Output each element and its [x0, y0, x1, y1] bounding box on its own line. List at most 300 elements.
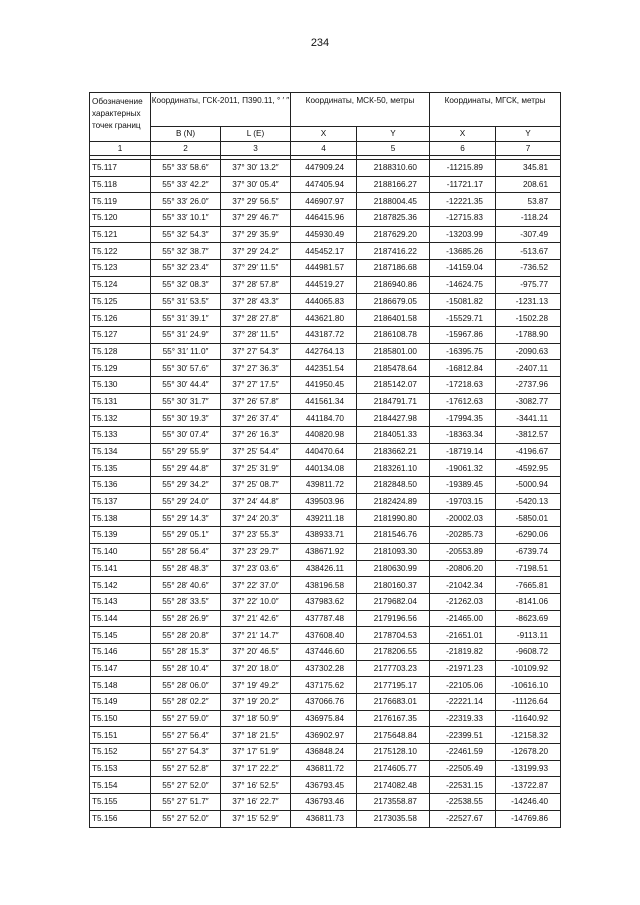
mgsk-x-cell: -15081.82	[430, 293, 496, 310]
msk-x-cell: 446415.96	[291, 210, 357, 227]
mgsk-y-cell: -13722.87	[496, 777, 561, 794]
table-row	[90, 643, 561, 660]
mgsk-x-cell: -21971.23	[430, 660, 496, 677]
latitude-cell: 55° 31′ 24.9″	[151, 326, 221, 343]
mgsk-x-cell: -18363.34	[430, 427, 496, 444]
msk-x-cell: 445930.49	[291, 226, 357, 243]
longitude-cell: 37° 16′ 22.7″	[221, 794, 291, 811]
table-row	[90, 610, 561, 627]
longitude-cell: 37° 30′ 13.2″	[221, 160, 291, 177]
latitude-cell: 55° 31′ 53.5″	[151, 293, 221, 310]
table-row	[90, 527, 561, 544]
header-sub-mgsk-y: Y	[496, 127, 561, 142]
latitude-cell: 55° 29′ 44.8″	[151, 460, 221, 477]
mgsk-x-cell: -13685.26	[430, 243, 496, 260]
msk-x-cell: 436811.72	[291, 760, 357, 777]
mgsk-y-cell: -10616.10	[496, 677, 561, 694]
point-id-cell: Т5.136	[90, 477, 151, 494]
mgsk-y-cell: 345.81	[496, 160, 561, 177]
point-id-cell: Т5.140	[90, 543, 151, 560]
mgsk-y-cell: -975.77	[496, 276, 561, 293]
latitude-cell: 55° 28′ 33.5″	[151, 593, 221, 610]
point-id-cell: Т5.130	[90, 376, 151, 393]
table-row	[90, 560, 561, 577]
longitude-cell: 37° 21′ 42.6″	[221, 610, 291, 627]
longitude-cell: 37° 28′ 11.5″	[221, 326, 291, 343]
mgsk-x-cell: -15529.71	[430, 310, 496, 327]
msk-y-cell: 2176167.35	[357, 710, 430, 727]
msk-x-cell: 440134.08	[291, 460, 357, 477]
mgsk-y-cell: -12158.32	[496, 727, 561, 744]
msk-y-cell: 2187186.68	[357, 260, 430, 277]
longitude-cell: 37° 29′ 46.7″	[221, 210, 291, 227]
mgsk-x-cell: -20002.03	[430, 510, 496, 527]
longitude-cell: 37° 16′ 52.5″	[221, 777, 291, 794]
mgsk-x-cell: -20285.73	[430, 527, 496, 544]
mgsk-x-cell: -20553.89	[430, 543, 496, 560]
longitude-cell: 37° 21′ 14.7″	[221, 627, 291, 644]
msk-y-cell: 2187825.36	[357, 210, 430, 227]
mgsk-y-cell: -7198.51	[496, 560, 561, 577]
msk-x-cell: 438933.71	[291, 527, 357, 544]
table-row	[90, 510, 561, 527]
msk-y-cell: 2178704.53	[357, 627, 430, 644]
mgsk-x-cell: -21651.01	[430, 627, 496, 644]
msk-x-cell: 444065.83	[291, 293, 357, 310]
latitude-cell: 55° 27′ 56.4″	[151, 727, 221, 744]
header-column-number: 2	[151, 142, 221, 156]
latitude-cell: 55° 31′ 11.0″	[151, 343, 221, 360]
msk-x-cell: 437446.60	[291, 643, 357, 660]
mgsk-x-cell: -21819.82	[430, 643, 496, 660]
mgsk-x-cell: -11215.89	[430, 160, 496, 177]
point-id-cell: Т5.152	[90, 744, 151, 761]
table-row	[90, 810, 561, 827]
point-id-cell: Т5.117	[90, 160, 151, 177]
mgsk-x-cell: -22319.33	[430, 710, 496, 727]
mgsk-y-cell: -736.52	[496, 260, 561, 277]
header-sub-l: L (E)	[221, 127, 291, 142]
table-row	[90, 260, 561, 277]
mgsk-y-cell: -11640.92	[496, 710, 561, 727]
table-row	[90, 210, 561, 227]
mgsk-y-cell: -1502.28	[496, 310, 561, 327]
longitude-cell: 37° 29′ 35.9″	[221, 226, 291, 243]
mgsk-x-cell: -19061.32	[430, 460, 496, 477]
mgsk-y-cell: -3812.57	[496, 427, 561, 444]
table-row	[90, 393, 561, 410]
msk-y-cell: 2187416.22	[357, 243, 430, 260]
mgsk-x-cell: -21465.00	[430, 610, 496, 627]
msk-y-cell: 2173558.87	[357, 794, 430, 811]
msk-y-cell: 2179196.56	[357, 610, 430, 627]
table-row	[90, 694, 561, 711]
mgsk-y-cell: -3441.11	[496, 410, 561, 427]
longitude-cell: 37° 22′ 10.0″	[221, 593, 291, 610]
point-id-cell: Т5.142	[90, 577, 151, 594]
mgsk-y-cell: -1788.90	[496, 326, 561, 343]
msk-x-cell: 443187.72	[291, 326, 357, 343]
longitude-cell: 37° 17′ 51.9″	[221, 744, 291, 761]
point-id-cell: Т5.123	[90, 260, 151, 277]
longitude-cell: 37° 29′ 24.2″	[221, 243, 291, 260]
mgsk-x-cell: -22527.67	[430, 810, 496, 827]
mgsk-y-cell: -2407.11	[496, 360, 561, 377]
point-id-cell: Т5.122	[90, 243, 151, 260]
mgsk-y-cell: -11126.64	[496, 694, 561, 711]
table-row	[90, 460, 561, 477]
mgsk-y-cell: -3082.77	[496, 393, 561, 410]
mgsk-y-cell: -8623.69	[496, 610, 561, 627]
latitude-cell: 55° 28′ 26.9″	[151, 610, 221, 627]
mgsk-y-cell: -12678.20	[496, 744, 561, 761]
mgsk-x-cell: -15967.86	[430, 326, 496, 343]
mgsk-x-cell: -12715.83	[430, 210, 496, 227]
point-id-cell: Т5.118	[90, 176, 151, 193]
mgsk-x-cell: -22461.59	[430, 744, 496, 761]
msk-x-cell: 438671.92	[291, 543, 357, 560]
msk-y-cell: 2188166.27	[357, 176, 430, 193]
mgsk-x-cell: -22221.14	[430, 694, 496, 711]
longitude-cell: 37° 17′ 22.2″	[221, 760, 291, 777]
point-id-cell: Т5.120	[90, 210, 151, 227]
latitude-cell: 55° 33′ 58.6″	[151, 160, 221, 177]
latitude-cell: 55° 28′ 10.4″	[151, 660, 221, 677]
longitude-cell: 37° 18′ 21.5″	[221, 727, 291, 744]
latitude-cell: 55° 28′ 40.6″	[151, 577, 221, 594]
msk-x-cell: 439503.96	[291, 493, 357, 510]
mgsk-x-cell: -17994.35	[430, 410, 496, 427]
mgsk-y-cell: -9113.11	[496, 627, 561, 644]
mgsk-x-cell: -18719.14	[430, 443, 496, 460]
msk-x-cell: 442351.54	[291, 360, 357, 377]
header-column-number: 4	[291, 142, 357, 156]
msk-y-cell: 2184051.33	[357, 427, 430, 444]
longitude-cell: 37° 26′ 57.8″	[221, 393, 291, 410]
table-row	[90, 744, 561, 761]
latitude-cell: 55° 32′ 38.7″	[151, 243, 221, 260]
latitude-cell: 55° 28′ 48.3″	[151, 560, 221, 577]
mgsk-y-cell: 53.87	[496, 193, 561, 210]
msk-x-cell: 442764.13	[291, 343, 357, 360]
header-sub-msk-x: X	[291, 127, 357, 142]
mgsk-y-cell: -513.67	[496, 243, 561, 260]
table-body	[90, 160, 561, 828]
mgsk-x-cell: -22505.49	[430, 760, 496, 777]
mgsk-y-cell: 208.61	[496, 176, 561, 193]
header-column-number: 3	[221, 142, 291, 156]
longitude-cell: 37° 25′ 54.4″	[221, 443, 291, 460]
table-row	[90, 493, 561, 510]
point-id-cell: Т5.119	[90, 193, 151, 210]
table-row	[90, 477, 561, 494]
table-row	[90, 276, 561, 293]
msk-x-cell: 445452.17	[291, 243, 357, 260]
table-row	[90, 193, 561, 210]
msk-x-cell: 436848.24	[291, 744, 357, 761]
point-id-cell: Т5.131	[90, 393, 151, 410]
point-id-cell: Т5.126	[90, 310, 151, 327]
longitude-cell: 37° 28′ 27.8″	[221, 310, 291, 327]
msk-x-cell: 437608.40	[291, 627, 357, 644]
latitude-cell: 55° 28′ 56.4″	[151, 543, 221, 560]
point-id-cell: Т5.129	[90, 360, 151, 377]
point-id-cell: Т5.147	[90, 660, 151, 677]
table-row	[90, 794, 561, 811]
header-sub-b: B (N)	[151, 127, 221, 142]
point-id-cell: Т5.138	[90, 510, 151, 527]
msk-x-cell: 440820.98	[291, 427, 357, 444]
point-id-cell: Т5.145	[90, 627, 151, 644]
latitude-cell: 55° 27′ 52.0″	[151, 777, 221, 794]
msk-x-cell: 436811.73	[291, 810, 357, 827]
latitude-cell: 55° 28′ 15.3″	[151, 643, 221, 660]
mgsk-x-cell: -16395.75	[430, 343, 496, 360]
table-row	[90, 543, 561, 560]
msk-y-cell: 2186679.05	[357, 293, 430, 310]
msk-y-cell: 2174082.48	[357, 777, 430, 794]
mgsk-y-cell: -9608.72	[496, 643, 561, 660]
latitude-cell: 55° 30′ 19.3″	[151, 410, 221, 427]
msk-x-cell: 437175.62	[291, 677, 357, 694]
table-row	[90, 710, 561, 727]
msk-y-cell: 2184427.98	[357, 410, 430, 427]
latitude-cell: 55° 30′ 31.7″	[151, 393, 221, 410]
longitude-cell: 37° 22′ 37.0″	[221, 577, 291, 594]
msk-x-cell: 447909.24	[291, 160, 357, 177]
coordinates-table	[89, 92, 561, 828]
longitude-cell: 37° 20′ 46.5″	[221, 643, 291, 660]
mgsk-y-cell: -6290.06	[496, 527, 561, 544]
latitude-cell: 55° 29′ 24.0″	[151, 493, 221, 510]
table-row	[90, 326, 561, 343]
mgsk-y-cell: -4592.95	[496, 460, 561, 477]
msk-y-cell: 2182848.50	[357, 477, 430, 494]
point-id-cell: Т5.139	[90, 527, 151, 544]
longitude-cell: 37° 26′ 16.3″	[221, 427, 291, 444]
longitude-cell: 37° 27′ 54.3″	[221, 343, 291, 360]
latitude-cell: 55° 31′ 39.1″	[151, 310, 221, 327]
latitude-cell: 55° 28′ 02.2″	[151, 694, 221, 711]
mgsk-y-cell: -7665.81	[496, 577, 561, 594]
msk-y-cell: 2183662.21	[357, 443, 430, 460]
point-id-cell: Т5.134	[90, 443, 151, 460]
msk-y-cell: 2187629.20	[357, 226, 430, 243]
point-id-cell: Т5.153	[90, 760, 151, 777]
mgsk-x-cell: -21262.03	[430, 593, 496, 610]
mgsk-x-cell: -22399.51	[430, 727, 496, 744]
point-id-cell: Т5.128	[90, 343, 151, 360]
header-column-number: 1	[90, 142, 151, 156]
longitude-cell: 37° 23′ 29.7″	[221, 543, 291, 560]
mgsk-x-cell: -21042.34	[430, 577, 496, 594]
mgsk-y-cell: -118.24	[496, 210, 561, 227]
table-row	[90, 360, 561, 377]
table-row	[90, 226, 561, 243]
msk-y-cell: 2186401.58	[357, 310, 430, 327]
longitude-cell: 37° 25′ 31.9″	[221, 460, 291, 477]
msk-y-cell: 2179682.04	[357, 593, 430, 610]
msk-x-cell: 441561.34	[291, 393, 357, 410]
mgsk-x-cell: -14159.04	[430, 260, 496, 277]
latitude-cell: 55° 27′ 52.0″	[151, 810, 221, 827]
msk-y-cell: 2181093.30	[357, 543, 430, 560]
mgsk-x-cell: -19703.15	[430, 493, 496, 510]
longitude-cell: 37° 28′ 43.3″	[221, 293, 291, 310]
msk-y-cell: 2186940.86	[357, 276, 430, 293]
longitude-cell: 37° 23′ 55.3″	[221, 527, 291, 544]
mgsk-y-cell: -5420.13	[496, 493, 561, 510]
latitude-cell: 55° 33′ 42.2″	[151, 176, 221, 193]
latitude-cell: 55° 30′ 07.4″	[151, 427, 221, 444]
header-msk-group: Координаты, МСК-50, метры	[291, 93, 430, 127]
mgsk-y-cell: -8141.06	[496, 593, 561, 610]
point-id-cell: Т5.154	[90, 777, 151, 794]
point-id-cell: Т5.141	[90, 560, 151, 577]
mgsk-x-cell: -14624.75	[430, 276, 496, 293]
point-id-cell: Т5.150	[90, 710, 151, 727]
point-id-cell: Т5.148	[90, 677, 151, 694]
msk-x-cell: 436793.45	[291, 777, 357, 794]
latitude-cell: 55° 27′ 54.3″	[151, 744, 221, 761]
latitude-cell: 55° 32′ 08.3″	[151, 276, 221, 293]
mgsk-y-cell: -13199.93	[496, 760, 561, 777]
longitude-cell: 37° 28′ 57.8″	[221, 276, 291, 293]
latitude-cell: 55° 29′ 14.3″	[151, 510, 221, 527]
mgsk-y-cell: -14246.40	[496, 794, 561, 811]
mgsk-y-cell: -307.49	[496, 226, 561, 243]
table-row	[90, 593, 561, 610]
longitude-cell: 37° 19′ 49.2″	[221, 677, 291, 694]
longitude-cell: 37° 27′ 17.5″	[221, 376, 291, 393]
header-column-number: 7	[496, 142, 561, 156]
msk-y-cell: 2177703.23	[357, 660, 430, 677]
msk-x-cell: 437302.28	[291, 660, 357, 677]
msk-y-cell: 2185142.07	[357, 376, 430, 393]
longitude-cell: 37° 15′ 52.9″	[221, 810, 291, 827]
mgsk-x-cell: -12221.35	[430, 193, 496, 210]
latitude-cell: 55° 29′ 55.9″	[151, 443, 221, 460]
msk-x-cell: 436793.46	[291, 794, 357, 811]
msk-y-cell: 2180630.99	[357, 560, 430, 577]
msk-y-cell: 2173035.58	[357, 810, 430, 827]
longitude-cell: 37° 29′ 11.5″	[221, 260, 291, 277]
latitude-cell: 55° 30′ 44.4″	[151, 376, 221, 393]
msk-y-cell: 2178206.55	[357, 643, 430, 660]
point-id-cell: Т5.151	[90, 727, 151, 744]
table-row	[90, 310, 561, 327]
longitude-cell: 37° 25′ 08.7″	[221, 477, 291, 494]
msk-x-cell: 439811.72	[291, 477, 357, 494]
msk-x-cell: 438196.58	[291, 577, 357, 594]
table-row	[90, 777, 561, 794]
mgsk-x-cell: -13203.99	[430, 226, 496, 243]
msk-x-cell: 439211.18	[291, 510, 357, 527]
longitude-cell: 37° 30′ 05.4″	[221, 176, 291, 193]
mgsk-x-cell: -22538.55	[430, 794, 496, 811]
point-id-cell: Т5.156	[90, 810, 151, 827]
table-row	[90, 427, 561, 444]
point-id-cell: Т5.144	[90, 610, 151, 627]
longitude-cell: 37° 19′ 20.2″	[221, 694, 291, 711]
msk-y-cell: 2185478.64	[357, 360, 430, 377]
latitude-cell: 55° 28′ 06.0″	[151, 677, 221, 694]
header-gsk-group: Координаты, ГСК-2011, П390.11, ° ′ ″	[151, 93, 291, 127]
latitude-cell: 55° 33′ 26.0″	[151, 193, 221, 210]
msk-x-cell: 436975.84	[291, 710, 357, 727]
msk-x-cell: 440470.64	[291, 443, 357, 460]
latitude-cell: 55° 29′ 34.2″	[151, 477, 221, 494]
longitude-cell: 37° 23′ 03.6″	[221, 560, 291, 577]
point-id-cell: Т5.149	[90, 694, 151, 711]
point-id-cell: Т5.127	[90, 326, 151, 343]
longitude-cell: 37° 18′ 50.9″	[221, 710, 291, 727]
latitude-cell: 55° 28′ 20.8″	[151, 627, 221, 644]
latitude-cell: 55° 27′ 51.7″	[151, 794, 221, 811]
mgsk-y-cell: -2090.63	[496, 343, 561, 360]
mgsk-y-cell: -10109.92	[496, 660, 561, 677]
latitude-cell: 55° 32′ 23.4″	[151, 260, 221, 277]
header-sub-msk-y: Y	[357, 127, 430, 142]
mgsk-x-cell: -11721.17	[430, 176, 496, 193]
table-row	[90, 160, 561, 177]
msk-y-cell: 2185801.00	[357, 343, 430, 360]
table-row	[90, 660, 561, 677]
mgsk-y-cell: -14769.86	[496, 810, 561, 827]
mgsk-x-cell: -22531.15	[430, 777, 496, 794]
msk-y-cell: 2177195.17	[357, 677, 430, 694]
mgsk-y-cell: -5850.01	[496, 510, 561, 527]
longitude-cell: 37° 27′ 36.3″	[221, 360, 291, 377]
msk-y-cell: 2182424.89	[357, 493, 430, 510]
point-id-cell: Т5.133	[90, 427, 151, 444]
msk-x-cell: 441950.45	[291, 376, 357, 393]
msk-y-cell: 2174605.77	[357, 760, 430, 777]
mgsk-x-cell: -19389.45	[430, 477, 496, 494]
table-row	[90, 176, 561, 193]
table-row	[90, 343, 561, 360]
table-header	[90, 93, 561, 160]
table-row	[90, 443, 561, 460]
point-id-cell: Т5.124	[90, 276, 151, 293]
point-id-cell: Т5.132	[90, 410, 151, 427]
msk-y-cell: 2175128.10	[357, 744, 430, 761]
header-sub-mgsk-x: X	[430, 127, 496, 142]
point-id-cell: Т5.155	[90, 794, 151, 811]
longitude-cell: 37° 20′ 18.0″	[221, 660, 291, 677]
table-row	[90, 677, 561, 694]
mgsk-x-cell: -17218.63	[430, 376, 496, 393]
msk-x-cell: 446907.97	[291, 193, 357, 210]
point-id-cell: Т5.137	[90, 493, 151, 510]
point-id-cell: Т5.135	[90, 460, 151, 477]
msk-y-cell: 2175648.84	[357, 727, 430, 744]
msk-y-cell: 2184791.71	[357, 393, 430, 410]
latitude-cell: 55° 29′ 05.1″	[151, 527, 221, 544]
table-row	[90, 627, 561, 644]
point-id-cell: Т5.143	[90, 593, 151, 610]
msk-y-cell: 2188310.60	[357, 160, 430, 177]
table-row	[90, 243, 561, 260]
latitude-cell: 55° 33′ 10.1″	[151, 210, 221, 227]
header-mgsk-group: Координаты, МГСК, метры	[430, 93, 561, 127]
mgsk-y-cell: -1231.13	[496, 293, 561, 310]
msk-y-cell: 2181990.80	[357, 510, 430, 527]
mgsk-y-cell: -5000.94	[496, 477, 561, 494]
table-row	[90, 376, 561, 393]
header-column-number: 5	[357, 142, 430, 156]
msk-x-cell: 437787.48	[291, 610, 357, 627]
